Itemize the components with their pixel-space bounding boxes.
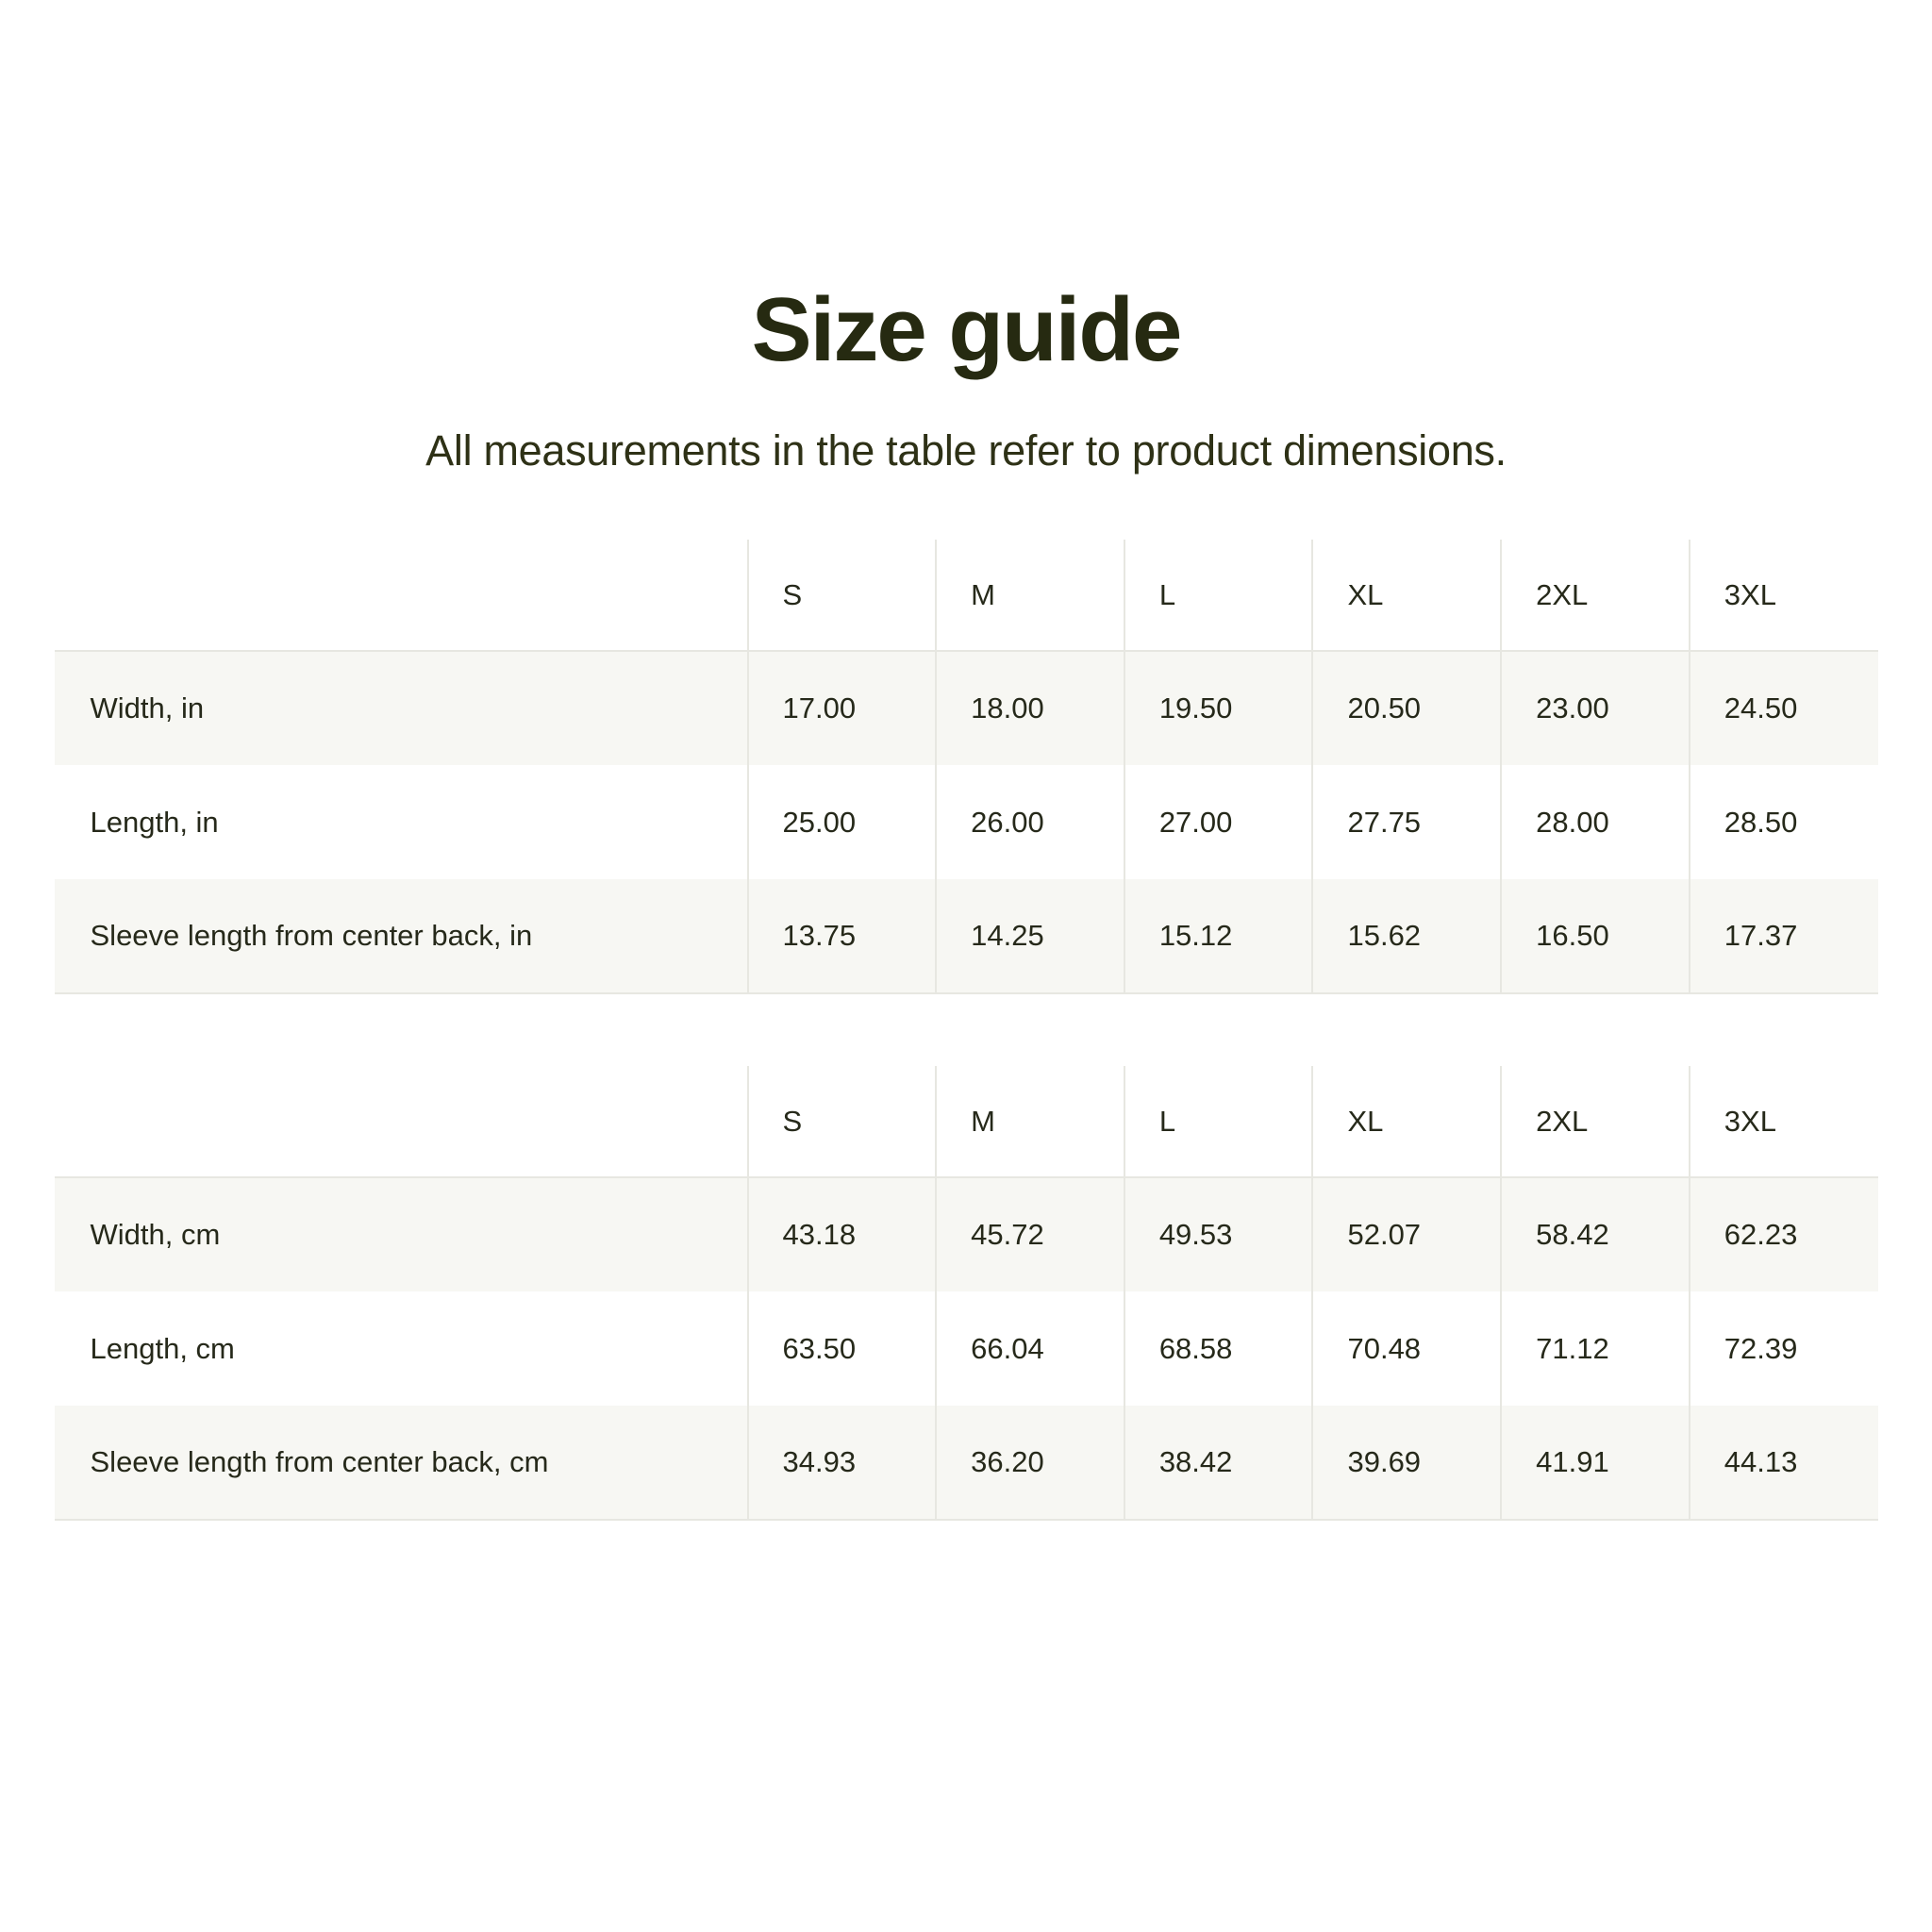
column-header-m: M [936, 540, 1124, 651]
cell-value: 43.18 [748, 1177, 937, 1291]
table-header [55, 540, 1878, 651]
cell-value: 15.62 [1312, 879, 1501, 993]
page-title: Size guide [751, 279, 1181, 380]
size-table-inches [55, 540, 1878, 994]
cell-value: 71.12 [1501, 1291, 1690, 1406]
table-header-row [55, 540, 1878, 651]
table-row [55, 1291, 1878, 1406]
row-label: Length, cm [90, 1331, 235, 1365]
cell-value: 45.72 [936, 1177, 1124, 1291]
row-label: Length, in [90, 805, 219, 839]
cell-value: 23.00 [1501, 651, 1690, 765]
cell-value: 25.00 [748, 765, 937, 879]
size-table-centimeters-wrapper [55, 1066, 1878, 1521]
cell-value: 17.00 [748, 651, 937, 765]
column-header-3xl: 3XL [1690, 540, 1878, 651]
page-subtitle: All measurements in the table refer to product dimensions. [425, 426, 1507, 475]
cell-value: 39.69 [1312, 1406, 1501, 1520]
column-header-2xl: 2XL [1501, 540, 1690, 651]
cell-value: 44.13 [1690, 1406, 1878, 1520]
table-corner-cell [55, 1066, 748, 1177]
cell-value: 36.20 [936, 1406, 1124, 1520]
cell-value: 28.00 [1501, 765, 1690, 879]
table-body [55, 651, 1878, 993]
cell-value: 16.50 [1501, 879, 1690, 993]
column-header-2xl: 2XL [1501, 1066, 1690, 1177]
cell-value: 72.39 [1690, 1291, 1878, 1406]
row-label: Sleeve length from center back, in [55, 879, 748, 993]
cell-value: 19.50 [1124, 651, 1313, 765]
column-header-l: L [1124, 540, 1313, 651]
cell-value: 49.53 [1124, 1177, 1313, 1291]
row-label: Width, in [55, 651, 748, 765]
size-table-centimeters [55, 1066, 1878, 1521]
table-body [55, 1177, 1878, 1520]
table-row [55, 765, 1878, 879]
column-header-l: L [1124, 1066, 1313, 1177]
cell-value: 38.42 [1124, 1406, 1313, 1520]
table-header-row [55, 1066, 1878, 1177]
cell-value: 58.42 [1501, 1177, 1690, 1291]
column-header-s: S [748, 1066, 937, 1177]
table-row [55, 879, 1878, 993]
cell-value: 28.50 [1690, 765, 1878, 879]
column-header-s: S [748, 540, 937, 651]
cell-value: 14.25 [936, 879, 1124, 993]
cell-value: 68.58 [1124, 1291, 1313, 1406]
column-header-xl: XL [1312, 1066, 1501, 1177]
column-header-m: M [936, 1066, 1124, 1177]
cell-value: 27.75 [1312, 765, 1501, 879]
cell-value: 13.75 [748, 879, 937, 993]
cell-value: 20.50 [1312, 651, 1501, 765]
row-label: Width, cm [55, 1177, 748, 1291]
cell-value: 27.00 [1124, 765, 1313, 879]
cell-value: 63.50 [748, 1291, 937, 1406]
cell-value: 70.48 [1312, 1291, 1501, 1406]
cell-value: 62.23 [1690, 1177, 1878, 1291]
cell-value: 66.04 [936, 1291, 1124, 1406]
table-row [55, 651, 1878, 765]
row-label: Sleeve length from center back, cm [55, 1406, 748, 1520]
column-header-xl: XL [1312, 540, 1501, 651]
cell-value: 17.37 [1690, 879, 1878, 993]
cell-value: 15.12 [1124, 879, 1313, 993]
cell-value: 34.93 [748, 1406, 937, 1520]
cell-value: 24.50 [1690, 651, 1878, 765]
column-header-3xl: 3XL [1690, 1066, 1878, 1177]
table-row [55, 1177, 1878, 1291]
size-table-inches-wrapper [55, 540, 1878, 994]
table-row [55, 1406, 1878, 1520]
cell-value: 41.91 [1501, 1406, 1690, 1520]
cell-value: 52.07 [1312, 1177, 1501, 1291]
table-corner-cell [55, 540, 748, 651]
cell-value: 18.00 [936, 651, 1124, 765]
table-header [55, 1066, 1878, 1177]
cell-value: 26.00 [936, 765, 1124, 879]
